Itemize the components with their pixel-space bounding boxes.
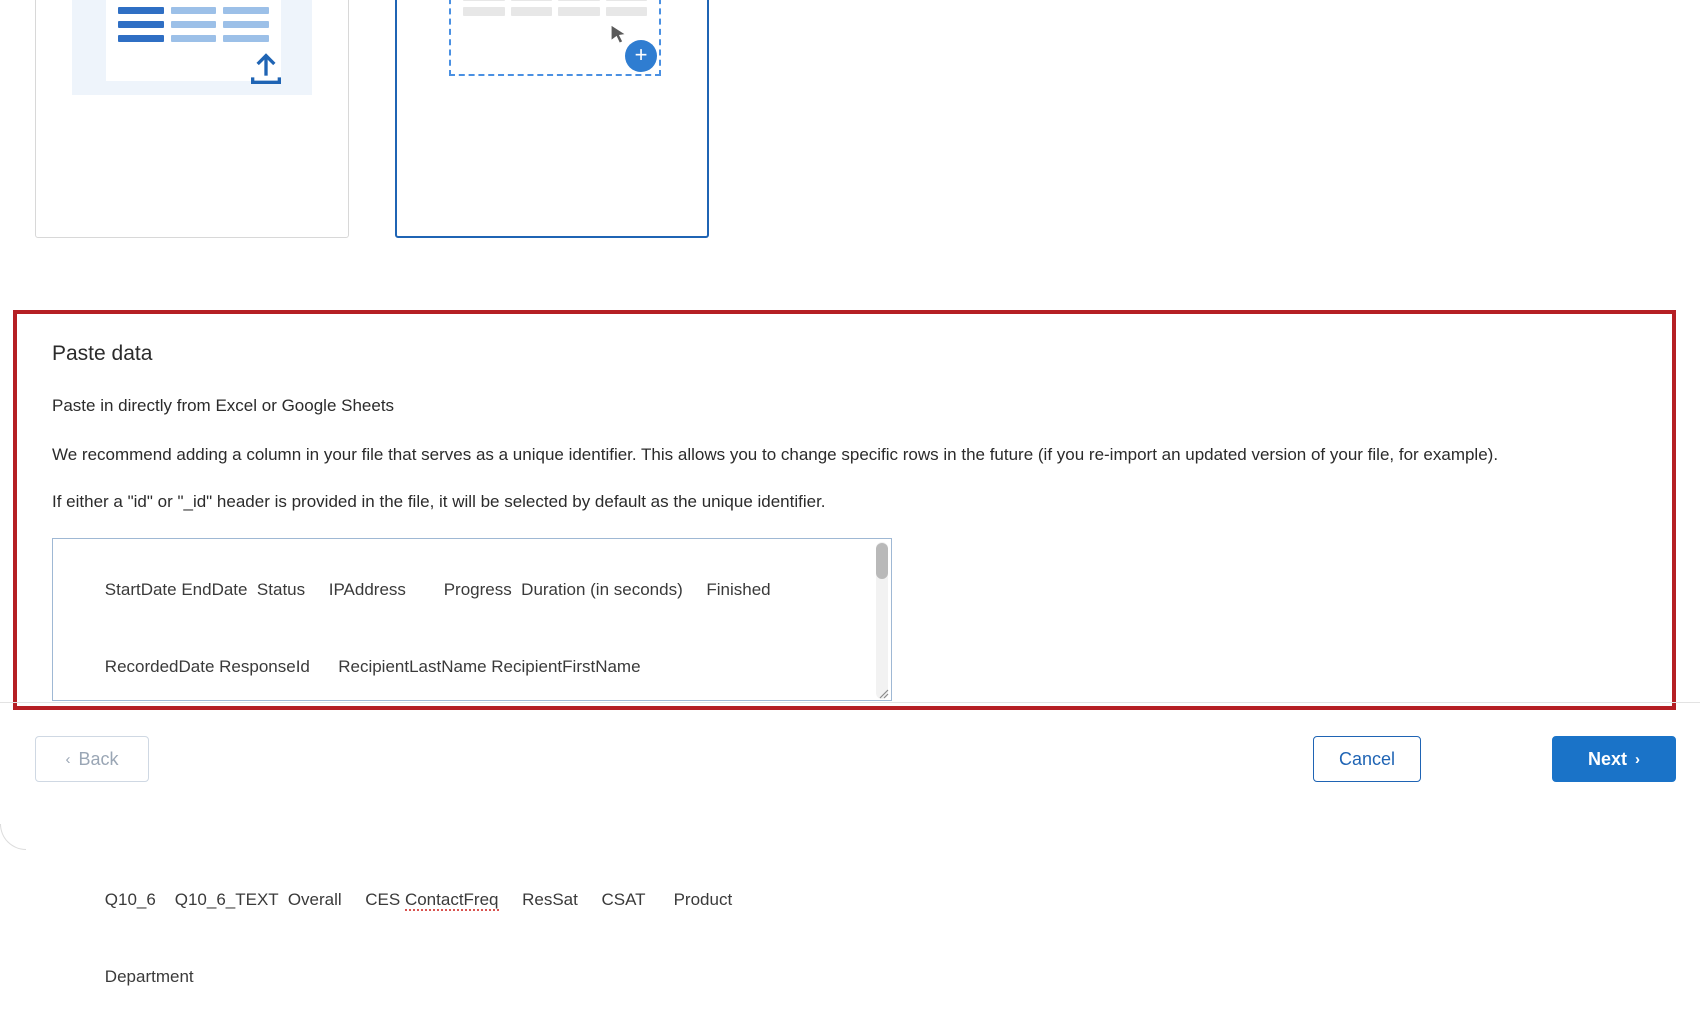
- cancel-button[interactable]: [1313, 736, 1421, 782]
- panel-subtitle: Paste in directly from Excel or Google Sheets: [52, 396, 395, 415]
- paste-illustration: [419, 0, 687, 105]
- plus-icon: +: [625, 40, 657, 72]
- card-paste-data[interactable]: [395, 0, 709, 238]
- paste-line-5a: Q10_6 Q10_6_TEXT Overall CES: [104, 889, 405, 909]
- panel-title: Paste data: [52, 342, 153, 365]
- paste-line-5c: ResSat CSAT Product: [498, 889, 733, 909]
- upload-icon: [246, 49, 286, 89]
- paste-line-2: RecordedDate ResponseId RecipientLastName RecipientFirstName: [104, 657, 641, 677]
- paste-line-1: StartDate EndDate Status IPAddress Progress Duration (in seconds) Finished: [104, 579, 771, 599]
- paste-line-6: Department: [104, 967, 194, 987]
- upload-illustration: [58, 0, 326, 104]
- panel-paragraph-unique-identifier: We recommend adding a column in your file that serves as a unique identifier. This allows you to change specific rows in the future (if you re-import an updated version of your file, for example).: [52, 445, 1499, 464]
- panel-paragraph-id-header: If either a "id" or "_id" header is provided in the file, it will be selected by default as the unique identifier.: [52, 491, 826, 511]
- chevron-left-icon: ‹: [65, 750, 71, 768]
- next-button-label: Next: [1587, 748, 1627, 769]
- paste-line-5-misspelled-token: ContactFreq: [404, 889, 499, 909]
- next-button[interactable]: [1552, 736, 1676, 782]
- card-upload-from-file[interactable]: [35, 0, 349, 238]
- footer-divider: [0, 702, 1700, 703]
- textarea-scrollbar-thumb[interactable]: [876, 543, 888, 579]
- back-button-label: Back: [78, 748, 119, 769]
- cursor-icon: [607, 22, 629, 48]
- import-method-cards: [35, 0, 709, 238]
- chevron-right-icon: ›: [1635, 750, 1640, 768]
- wizard-footer: [0, 725, 1700, 850]
- resize-handle-icon[interactable]: [875, 685, 889, 699]
- cancel-button-label: Cancel: [1338, 748, 1396, 769]
- back-button[interactable]: [35, 736, 149, 782]
